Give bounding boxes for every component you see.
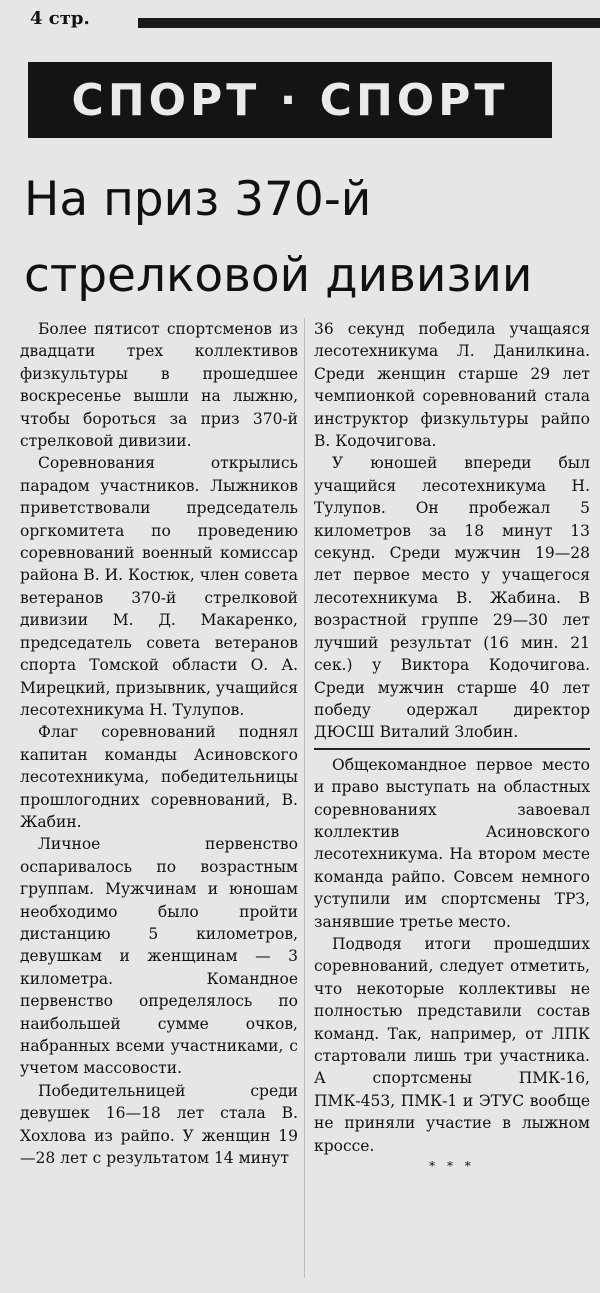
paragraph-continuation: 36 секунд победила учащаяся лесотехникума Л. Данилкина. Среди женщин старше 29 лет чемпионкой соревнований стала инструктор физкультуры райпо В. Кодочигова.	[314, 320, 590, 451]
paragraph: Соревнования открылись парадом участников. Лыжников приветствовали председатель оргкомитета по проведению соревнований военный комиссар района В. И. Костюк, член совета ветеранов 370-й стрелковой дивизии М. Д. Макаренко, председатель совета ветеранов спорта Томской области О. А. Мирецкий, призывник, учащийся лесотехникума Н. Тулупов.	[20, 454, 298, 719]
article-column-right	[314, 318, 590, 1173]
section-rubric	[28, 62, 552, 138]
article-headline: На приз 370-й стрелковой дивизии	[24, 172, 533, 303]
paragraph: Победительницей среди девушек 16—18 лет стала В. Хохлова из райпо. У женщин 19—28 лет с результатом 14 минут	[20, 1081, 298, 1168]
section-rule	[314, 748, 590, 750]
paragraph: Личное первенство оспаривалось по возрастным группам. Мужчинам и юношам необходимо было пройти дистанцию 5 километров, девушкам и женщинам — 3 километра. Командное первенство определялось по наибольшей сумме очков, набранных всеми участниками, с учетом массовости.	[20, 835, 298, 1078]
paragraph: Подводя итоги прошедших соревнований, следует отметить, что некоторые коллективы не полностью представили состав команд. Так, например, от ЛПК стартовали лишь три участника. А спортсмены ПМК-16, ПМК-453, ПМК-1 и ЭТУС вообще не приняли участие в лыжном кроссе.	[314, 934, 590, 1155]
page-number: 4 стр.	[30, 8, 90, 29]
top-rule	[138, 18, 600, 28]
end-mark: * * *	[429, 1159, 475, 1174]
column-divider	[304, 318, 305, 1278]
paragraph: У юношей впереди был учащийся лесотехникума Н. Тулупов. Он пробежал 5 километров за 18 минут 13 секунд. Среди мужчин 19—28 лет первое место у учащегося лесотехникума В. Жабина. В возрастной группе 29—30 лет лучший результат (16 мин. 21 сек.) у Виктора Кодочигова. Среди мужчин старше 40 лет победу одержал директор ДЮСШ Виталий Злобин.	[314, 454, 590, 742]
rubric-text: СПОРТ · СПОРТ	[71, 74, 509, 126]
paragraph: Более пятисот спортсменов из двадцати трех коллективов физкультуры в прошедшее воскресенье вышли на лыжню, чтобы бороться за приз 370-й стрелковой дивизии.	[20, 320, 298, 451]
paragraph: Общекомандное первое место и право выступать на областных соревнованиях завоевал коллектив Асиновского лесотехникума. На втором месте команда райпо. Совсем немного уступили им спортсмены ТРЗ, занявшие третье место.	[314, 755, 590, 931]
paragraph: Флаг соревнований поднял капитан команды Асиновского лесотехникума, победительницы прошлогодних соревнований, В. Жабин.	[20, 723, 298, 831]
article-column-left	[20, 318, 298, 1169]
